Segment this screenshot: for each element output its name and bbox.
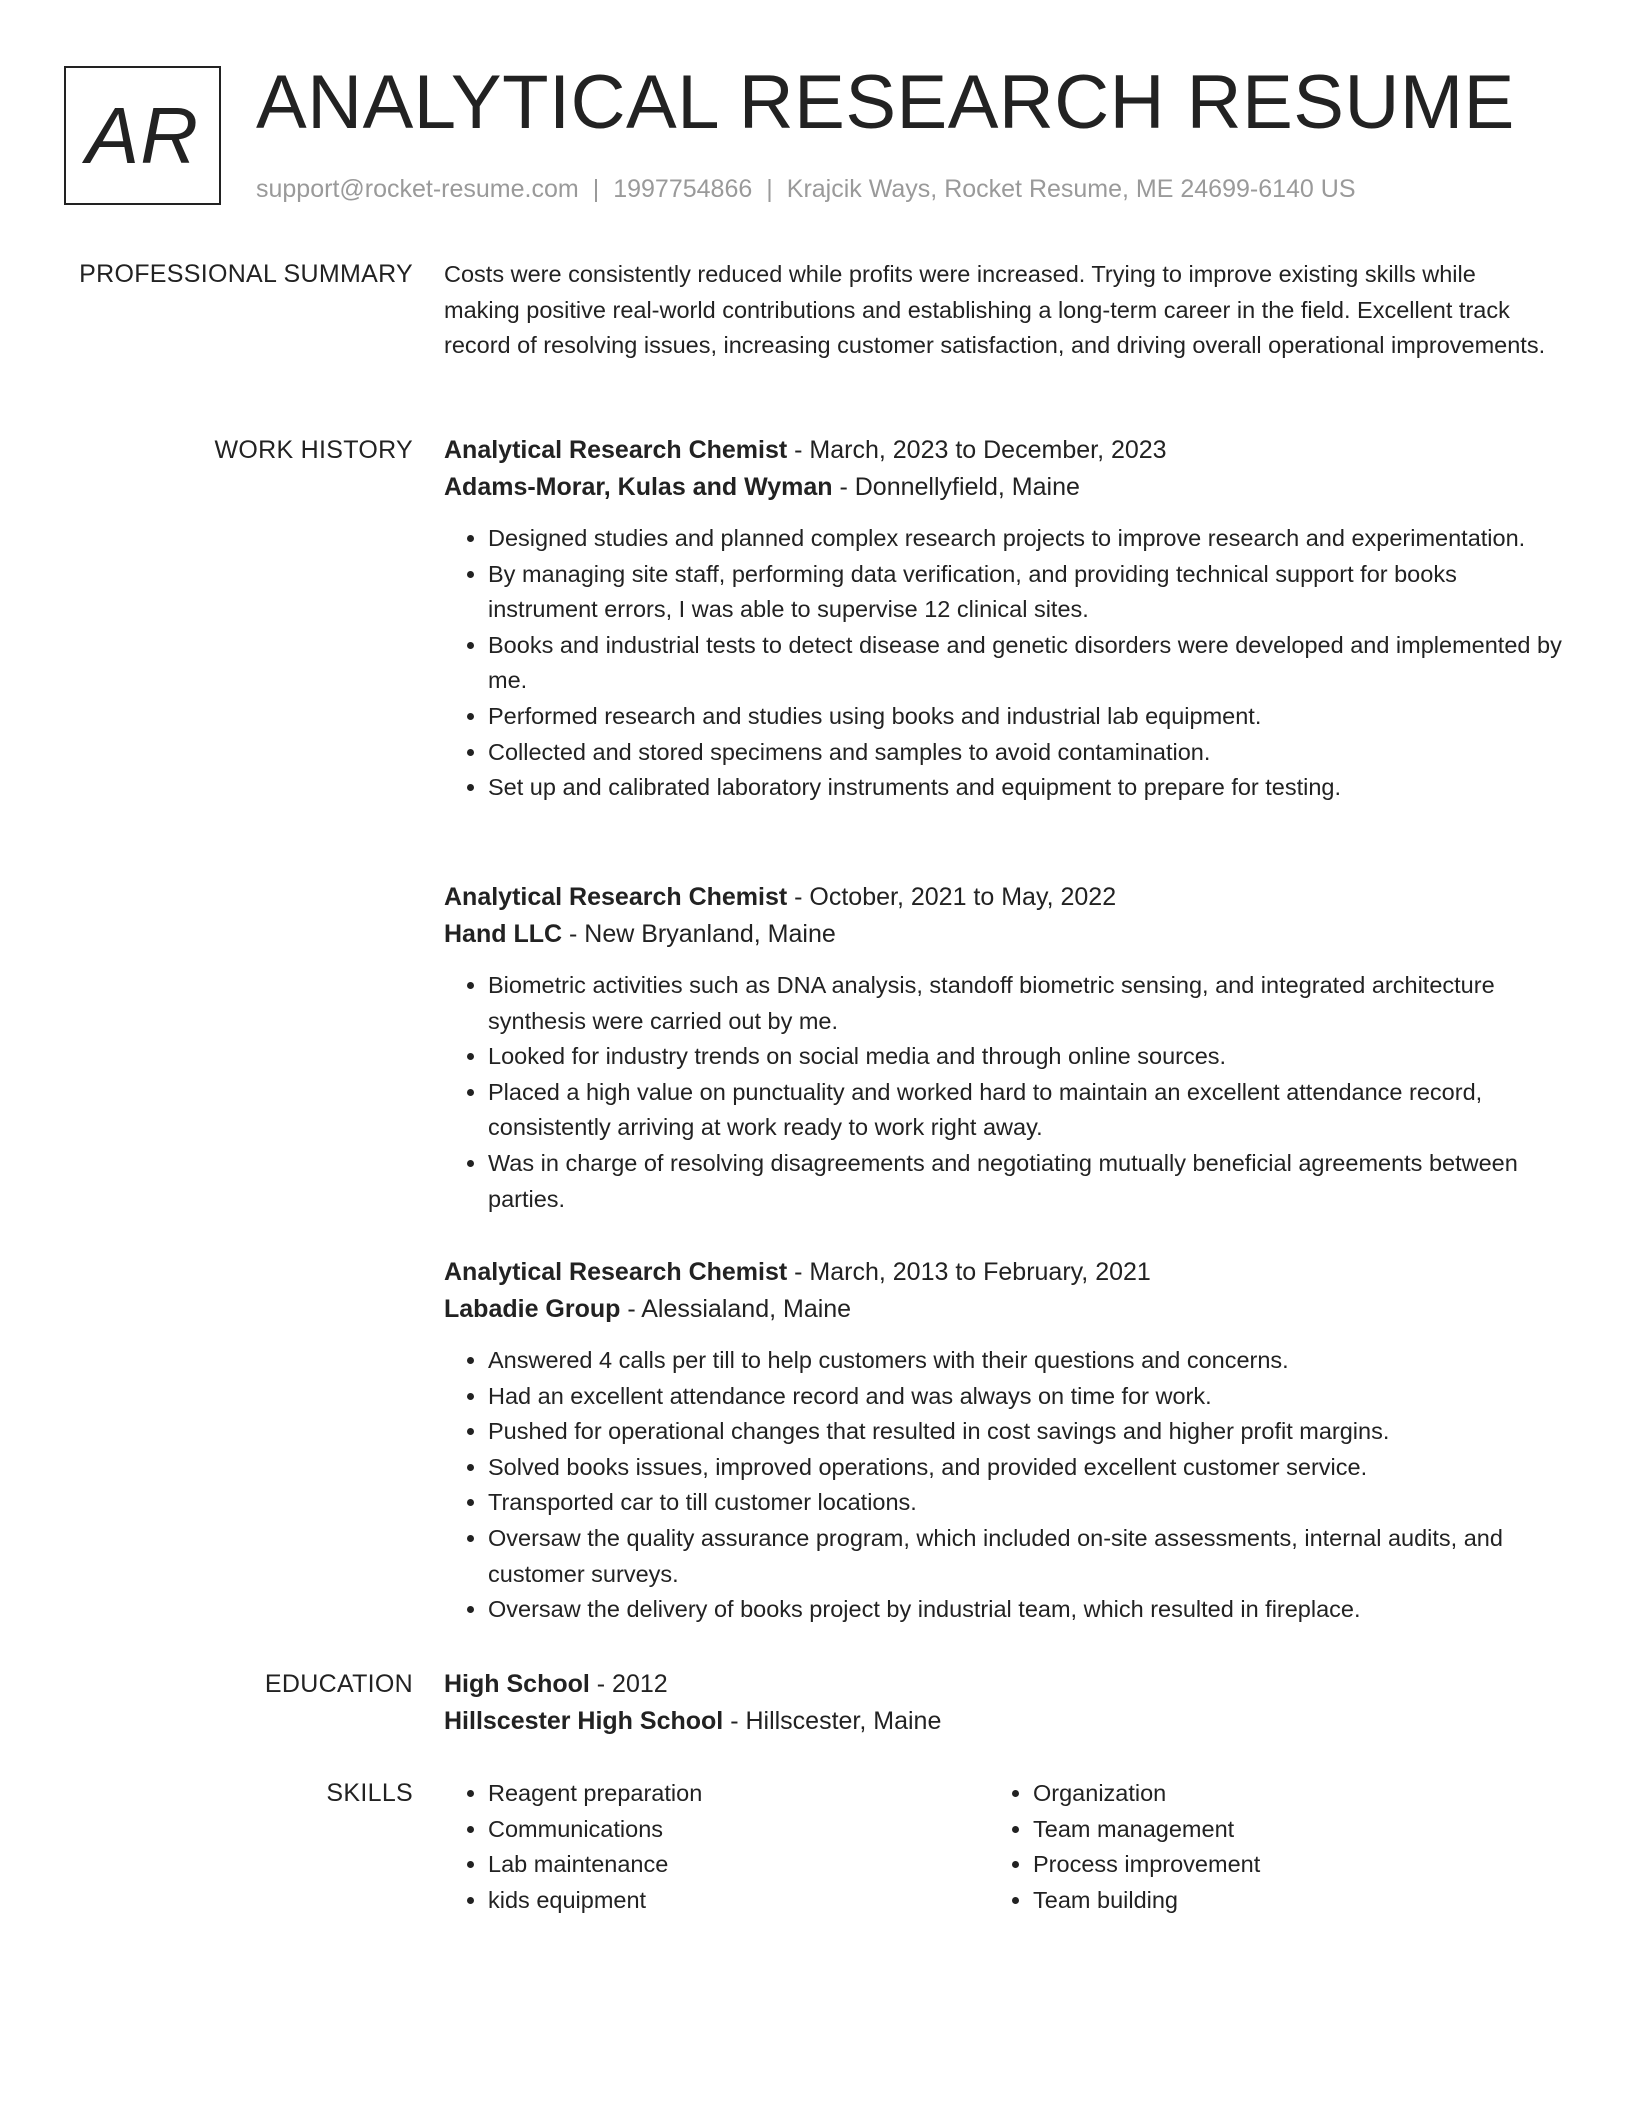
skill-item: • Team management	[1033, 1812, 1260, 1848]
skills-heading: SKILLS	[326, 1779, 413, 1807]
job-bullet: • Transported car to till customer locations.	[488, 1485, 1564, 1521]
education-school: Hillscester High School	[444, 1707, 724, 1735]
job-location: - Alessialand, Maine	[620, 1295, 852, 1323]
job-bullet: • Set up and calibrated laboratory instruments and equipment to prepare for testing.	[488, 770, 1564, 806]
job-bullet: • Books and industrial tests to detect disease and genetic disorders were developed and implemented by me.	[488, 628, 1564, 699]
job-location: - New Bryanland, Maine	[562, 920, 836, 948]
skills-list-left	[444, 1776, 702, 1918]
education-degree-line	[444, 1666, 1564, 1703]
summary-heading: PROFESSIONAL SUMMARY	[79, 260, 413, 288]
education-entry	[444, 1666, 1564, 1740]
job-bullet-list	[444, 521, 1564, 806]
job-title: Analytical Research Chemist	[444, 883, 788, 911]
education-school-line	[444, 1703, 1564, 1740]
contact-separator: |	[592, 175, 600, 203]
job-entry-3	[444, 1254, 1564, 1628]
job-title-line	[444, 432, 1564, 469]
job-entry-1	[444, 432, 1564, 806]
education-degree: High School	[444, 1670, 590, 1698]
job-company: Hand LLC	[444, 920, 563, 948]
contact-line	[256, 174, 1356, 204]
job-company-line	[444, 469, 1564, 506]
job-bullet: • Oversaw the delivery of books project by industrial team, which resulted in fireplace.	[488, 1592, 1564, 1628]
contact-phone[interactable]: 1997754866	[613, 175, 753, 203]
job-bullet: • Performed research and studies using books and industrial lab equipment.	[488, 699, 1564, 735]
job-entry-2	[444, 879, 1564, 1217]
education-location: - Hillscester, Maine	[723, 1707, 942, 1735]
skill-item: • Organization	[1033, 1776, 1260, 1812]
job-bullet: • Had an excellent attendance record and was always on time for work.	[488, 1379, 1564, 1415]
contact-email[interactable]: support@rocket-resume.com	[256, 175, 579, 203]
summary-section	[444, 257, 1558, 364]
job-title-line	[444, 879, 1564, 916]
skill-item: • Process improvement	[1033, 1847, 1260, 1883]
resume-title: ANALYTICAL RESEARCH RESUME	[256, 60, 1515, 145]
work-history-heading: WORK HISTORY	[214, 436, 413, 464]
skills-list-right	[989, 1776, 1260, 1918]
job-bullet: • Biometric activities such as DNA analysis, standoff biometric sensing, and integrated architecture synthesis were carried out by me.	[488, 968, 1564, 1039]
job-company-line	[444, 1291, 1564, 1328]
monogram-logo: AR	[64, 66, 221, 205]
job-bullet: • Oversaw the quality assurance program, which included on-site assessments, internal audits, and customer surveys.	[488, 1521, 1564, 1592]
job-bullet: • Solved books issues, improved operations, and provided excellent customer service.	[488, 1450, 1564, 1486]
job-bullet: • Looked for industry trends on social media and through online sources.	[488, 1039, 1564, 1075]
job-bullet: • Collected and stored specimens and samples to avoid contamination.	[488, 735, 1564, 771]
contact-address: Krajcik Ways, Rocket Resume, ME 24699-6140 US	[786, 175, 1356, 203]
job-company: Adams-Morar, Kulas and Wyman	[444, 473, 833, 501]
job-title: Analytical Research Chemist	[444, 1258, 788, 1286]
job-location: - Donnellyfield, Maine	[832, 473, 1080, 501]
skill-item: • kids equipment	[488, 1883, 702, 1919]
job-title: Analytical Research Chemist	[444, 436, 788, 464]
job-bullet: • By managing site staff, performing data verification, and providing technical support for books instrument errors, I was able to supervise 12 clinical sites.	[488, 557, 1564, 628]
job-company-line	[444, 916, 1564, 953]
job-bullet: • Placed a high value on punctuality and worked hard to maintain an excellent attendance record, consistently arriving at work ready to work right away.	[488, 1075, 1564, 1146]
job-bullet: • Designed studies and planned complex research projects to improve research and experimentation.	[488, 521, 1564, 557]
job-bullet: • Answered 4 calls per till to help customers with their questions and concerns.	[488, 1343, 1564, 1379]
education-heading: EDUCATION	[264, 1670, 413, 1698]
job-bullet-list	[444, 968, 1564, 1217]
job-bullet-list	[444, 1343, 1564, 1628]
job-dates: - October, 2021 to May, 2022	[787, 883, 1117, 911]
skill-item: • Lab maintenance	[488, 1847, 702, 1883]
job-dates: - March, 2013 to February, 2021	[787, 1258, 1151, 1286]
skill-item: • Reagent preparation	[488, 1776, 702, 1812]
education-year: - 2012	[589, 1670, 668, 1698]
skill-item: • Team building	[1033, 1883, 1260, 1919]
summary-text: Costs were consistently reduced while profits were increased. Trying to improve existing skills while making positive real-world contributions and establishing a long-term career in the field. Excellent track record of resolving issues, increasing customer satisfaction, and driving overall operational improvements.	[444, 261, 1546, 358]
skill-item: • Communications	[488, 1812, 702, 1848]
job-bullet: • Was in charge of resolving disagreements and negotiating mutually beneficial agreements between parties.	[488, 1146, 1564, 1217]
job-bullet: • Pushed for operational changes that resulted in cost savings and higher profit margins.	[488, 1414, 1564, 1450]
job-dates: - March, 2023 to December, 2023	[787, 436, 1167, 464]
job-company: Labadie Group	[444, 1295, 621, 1323]
job-title-line	[444, 1254, 1564, 1291]
contact-separator: |	[766, 175, 773, 203]
